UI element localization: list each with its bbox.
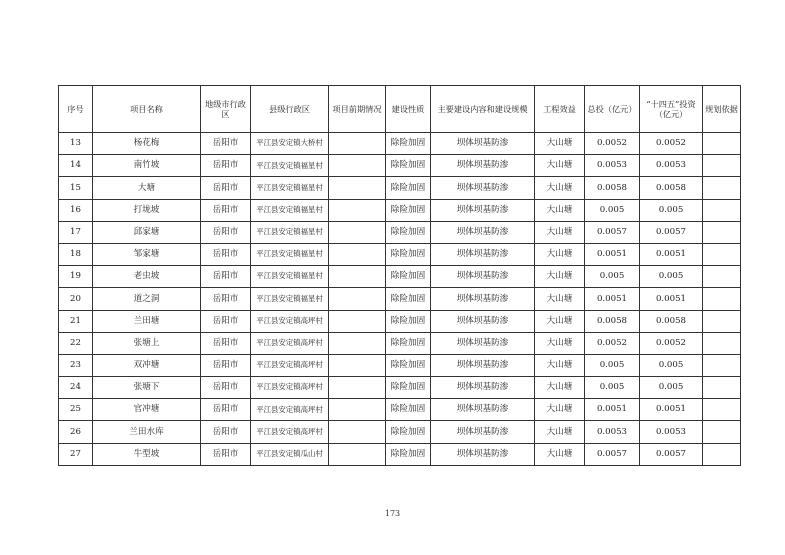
cell-preliminary [329,155,386,177]
header-fyp-investment: “十四五”投资（亿元） [640,86,703,133]
cell-fyp-investment: 0.0058 [640,310,703,332]
cell-county: 平江县安定镇福星村 [251,199,329,221]
cell-benefit: 大山塘 [535,354,585,376]
table-row [59,377,741,399]
cell-project-name: 邱家塘 [93,221,201,243]
project-table [58,85,741,466]
cell-county: 平江县安定镇福星村 [251,221,329,243]
cell-total-investment: 0.0053 [585,421,640,443]
cell-basis [703,155,741,177]
table-row [59,354,741,376]
cell-fyp-investment: 0.005 [640,377,703,399]
cell-no: 26 [59,421,93,443]
cell-no: 21 [59,310,93,332]
cell-basis [703,332,741,354]
cell-total-investment: 0.0053 [585,155,640,177]
cell-project-name: 杨花梅 [93,133,201,155]
cell-fyp-investment: 0.0057 [640,443,703,465]
cell-total-investment: 0.0051 [585,288,640,310]
cell-content: 坝体坝基防渗 [431,332,535,354]
cell-nature: 除险加固 [386,354,431,376]
cell-no: 23 [59,354,93,376]
cell-benefit: 大山塘 [535,177,585,199]
cell-basis [703,177,741,199]
cell-fyp-investment: 0.0057 [640,221,703,243]
cell-city: 岳阳市 [201,443,251,465]
cell-county: 平江县安定镇福星村 [251,288,329,310]
table-row [59,155,741,177]
cell-preliminary [329,310,386,332]
table-row [59,243,741,265]
table-header-row [59,86,741,133]
cell-content: 坝体坝基防渗 [431,310,535,332]
cell-basis [703,354,741,376]
cell-project-name: 大塘 [93,177,201,199]
cell-city: 岳阳市 [201,332,251,354]
header-county: 县级行政区 [251,86,329,133]
cell-city: 岳阳市 [201,133,251,155]
cell-content: 坝体坝基防渗 [431,221,535,243]
cell-total-investment: 0.005 [585,377,640,399]
cell-preliminary [329,399,386,421]
cell-basis [703,199,741,221]
cell-benefit: 大山塘 [535,288,585,310]
table-row [59,399,741,421]
cell-no: 14 [59,155,93,177]
cell-fyp-investment: 0.0053 [640,421,703,443]
cell-fyp-investment: 0.005 [640,199,703,221]
cell-basis [703,133,741,155]
cell-fyp-investment: 0.0053 [640,155,703,177]
cell-basis [703,443,741,465]
cell-project-name: 道之洞 [93,288,201,310]
cell-fyp-investment: 0.005 [640,354,703,376]
cell-total-investment: 0.0058 [585,177,640,199]
cell-benefit: 大山塘 [535,310,585,332]
cell-city: 岳阳市 [201,177,251,199]
cell-county: 平江县安定镇高坪村 [251,354,329,376]
cell-city: 岳阳市 [201,266,251,288]
cell-nature: 除险加固 [386,243,431,265]
cell-total-investment: 0.0052 [585,332,640,354]
cell-county: 平江县安定镇福星村 [251,155,329,177]
cell-project-name: 官冲塘 [93,399,201,421]
cell-no: 22 [59,332,93,354]
table-row [59,199,741,221]
cell-total-investment: 0.0057 [585,443,640,465]
cell-basis [703,421,741,443]
table-row [59,310,741,332]
cell-preliminary [329,332,386,354]
cell-nature: 除险加固 [386,288,431,310]
cell-no: 19 [59,266,93,288]
cell-city: 岳阳市 [201,288,251,310]
cell-city: 岳阳市 [201,155,251,177]
cell-content: 坝体坝基防渗 [431,199,535,221]
cell-nature: 除险加固 [386,177,431,199]
cell-no: 20 [59,288,93,310]
cell-county: 平江县安定镇瓜山村 [251,443,329,465]
cell-county: 平江县安定镇高坪村 [251,399,329,421]
cell-city: 岳阳市 [201,199,251,221]
cell-project-name: 兰田塘 [93,310,201,332]
cell-benefit: 大山塘 [535,243,585,265]
cell-no: 27 [59,443,93,465]
cell-county: 平江县安定镇高坪村 [251,332,329,354]
table-row [59,288,741,310]
cell-benefit: 大山塘 [535,421,585,443]
cell-preliminary [329,133,386,155]
table-row [59,177,741,199]
cell-county: 平江县安定镇高坪村 [251,310,329,332]
cell-project-name: 兰田水库 [93,421,201,443]
cell-content: 坝体坝基防渗 [431,421,535,443]
cell-benefit: 大山塘 [535,443,585,465]
cell-basis [703,288,741,310]
cell-basis [703,243,741,265]
cell-total-investment: 0.0052 [585,133,640,155]
cell-city: 岳阳市 [201,399,251,421]
cell-total-investment: 0.005 [585,354,640,376]
cell-benefit: 大山塘 [535,377,585,399]
cell-content: 坝体坝基防渗 [431,266,535,288]
cell-project-name: 打垅坡 [93,199,201,221]
cell-preliminary [329,421,386,443]
cell-total-investment: 0.0051 [585,243,640,265]
cell-fyp-investment: 0.0051 [640,243,703,265]
cell-fyp-investment: 0.0051 [640,288,703,310]
cell-preliminary [329,199,386,221]
cell-preliminary [329,221,386,243]
cell-content: 坝体坝基防渗 [431,377,535,399]
cell-county: 平江县安定镇高坪村 [251,421,329,443]
cell-fyp-investment: 0.0052 [640,332,703,354]
cell-city: 岳阳市 [201,354,251,376]
cell-benefit: 大山塘 [535,266,585,288]
cell-preliminary [329,266,386,288]
table-row [59,332,741,354]
cell-content: 坝体坝基防渗 [431,354,535,376]
cell-nature: 除险加固 [386,399,431,421]
cell-project-name: 牛型坡 [93,443,201,465]
cell-preliminary [329,243,386,265]
cell-project-name: 邹家塘 [93,243,201,265]
cell-city: 岳阳市 [201,310,251,332]
cell-county: 平江县安定镇大桥村 [251,133,329,155]
cell-benefit: 大山塘 [535,221,585,243]
cell-nature: 除险加固 [386,443,431,465]
cell-basis [703,221,741,243]
cell-content: 坝体坝基防渗 [431,399,535,421]
cell-no: 24 [59,377,93,399]
cell-nature: 除险加固 [386,133,431,155]
cell-benefit: 大山塘 [535,332,585,354]
cell-benefit: 大山塘 [535,399,585,421]
cell-city: 岳阳市 [201,243,251,265]
cell-preliminary [329,177,386,199]
table-row [59,443,741,465]
cell-nature: 除险加固 [386,332,431,354]
header-total-investment: 总投（亿元） [585,86,640,133]
cell-content: 坝体坝基防渗 [431,177,535,199]
cell-total-investment: 0.005 [585,266,640,288]
cell-county: 平江县安定镇福星村 [251,243,329,265]
cell-total-investment: 0.0051 [585,399,640,421]
table-row [59,221,741,243]
cell-county: 平江县安定镇福星村 [251,266,329,288]
cell-benefit: 大山塘 [535,133,585,155]
cell-fyp-investment: 0.005 [640,266,703,288]
cell-basis [703,266,741,288]
cell-city: 岳阳市 [201,221,251,243]
cell-total-investment: 0.0058 [585,310,640,332]
cell-benefit: 大山塘 [535,155,585,177]
header-content: 主要建设内容和建设规模 [431,86,535,133]
table-row [59,421,741,443]
cell-benefit: 大山塘 [535,199,585,221]
header-nature: 建设性质 [386,86,431,133]
cell-county: 平江县安定镇福星村 [251,177,329,199]
cell-total-investment: 0.005 [585,199,640,221]
cell-fyp-investment: 0.0052 [640,133,703,155]
cell-preliminary [329,377,386,399]
table-body [59,133,741,466]
cell-content: 坝体坝基防渗 [431,243,535,265]
cell-city: 岳阳市 [201,421,251,443]
header-city: 地级市行政区 [201,86,251,133]
cell-city: 岳阳市 [201,377,251,399]
cell-project-name: 老虫坡 [93,266,201,288]
cell-basis [703,399,741,421]
cell-basis [703,377,741,399]
cell-preliminary [329,288,386,310]
cell-nature: 除险加固 [386,421,431,443]
cell-content: 坝体坝基防渗 [431,288,535,310]
cell-content: 坝体坝基防渗 [431,133,535,155]
cell-no: 16 [59,199,93,221]
cell-project-name: 张塘下 [93,377,201,399]
table-row [59,266,741,288]
header-benefit: 工程效益 [535,86,585,133]
cell-no: 13 [59,133,93,155]
cell-fyp-investment: 0.0058 [640,177,703,199]
table-row [59,133,741,155]
cell-no: 18 [59,243,93,265]
cell-nature: 除险加固 [386,199,431,221]
cell-nature: 除险加固 [386,221,431,243]
header-basis: 规划依据 [703,86,741,133]
header-preliminary: 项目前期情况 [329,86,386,133]
cell-no: 15 [59,177,93,199]
cell-content: 坝体坝基防渗 [431,443,535,465]
cell-no: 17 [59,221,93,243]
cell-nature: 除险加固 [386,377,431,399]
cell-project-name: 南竹坡 [93,155,201,177]
cell-nature: 除险加固 [386,310,431,332]
cell-content: 坝体坝基防渗 [431,155,535,177]
cell-county: 平江县安定镇高坪村 [251,377,329,399]
cell-basis [703,310,741,332]
cell-project-name: 张塘上 [93,332,201,354]
header-project-name: 项目名称 [93,86,201,133]
cell-nature: 除险加固 [386,155,431,177]
cell-no: 25 [59,399,93,421]
cell-fyp-investment: 0.0051 [640,399,703,421]
cell-preliminary [329,443,386,465]
cell-preliminary [329,354,386,376]
header-no: 序号 [59,86,93,133]
cell-total-investment: 0.0057 [585,221,640,243]
cell-project-name: 双冲塘 [93,354,201,376]
cell-nature: 除险加固 [386,266,431,288]
page-number: 173 [384,509,401,518]
